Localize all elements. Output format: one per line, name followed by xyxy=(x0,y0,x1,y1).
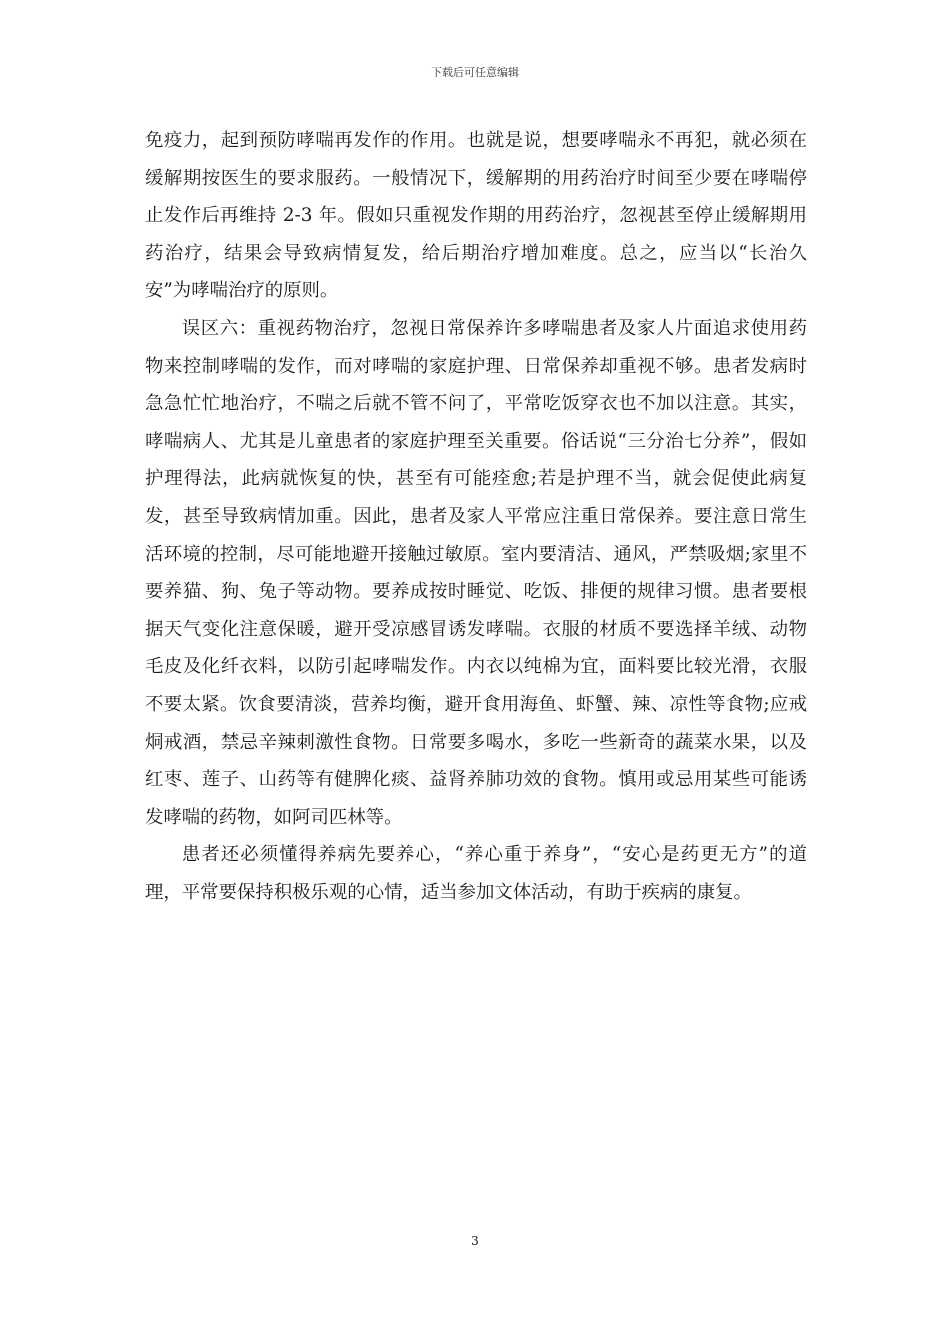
page-header: 下载后可任意编辑 xyxy=(431,66,519,79)
document-body xyxy=(145,122,807,911)
page-number: 3 xyxy=(471,1234,479,1248)
paragraph-mental-health: 患者还必须懂得养病先要养心，“养心重于养身”，“安心是药更无方”的道理，平常要保持积极乐观的心情，适当参加文体活动，有助于疾病的康复。 xyxy=(145,844,807,903)
paragraph-continued: 免疫力，起到预防哮喘再发作的作用。也就是说，想要哮喘永不再犯，就必须在缓解期按医生的要求服药。一般情况下，缓解期的用药治疗时间至少要在哮喘停止发作后再维持 2-3 年。假如只重视发作期的用药治疗，忽视甚至停止缓解期用药治疗，结果会导致病情复发，给后期治疗增加难度。总之，应当以“长治久安”为哮喘治疗的原则。 xyxy=(145,130,807,302)
paragraph-misconception-six: 误区六：重视药物治疗，忽视日常保养许多哮喘患者及家人片面追求使用药物来控制哮喘的发作，而对哮喘的家庭护理、日常保养却重视不够。患者发病时急急忙忙地治疗，不喘之后就不管不问了，平常吃饭穿衣也不加以注意。其实，哮喘病人、尤其是儿童患者的家庭护理至关重要。俗话说“三分治七分养”，假如护理得法，此病就恢复的快，甚至有可能痊愈;若是护理不当，就会促使此病复发，甚至导致病情加重。因此，患者及家人平常应注重日常保养。要注意日常生活环境的控制，尽可能地避开接触过敏原。室内要清洁、通风，严禁吸烟;家里不要养猫、狗、兔子等动物。要养成按时睡觉、吃饭、排便的规律习惯。患者要根据天气变化注意保暖，避开受凉感冒诱发哮喘。衣服的材质不要选择羊绒、动物毛皮及化纤衣料，以防引起哮喘发作。内衣以纯棉为宜，面料要比较光滑，衣服不要太紧。饮食要清淡，营养均衡，避开食用海鱼、虾蟹、辣、凉性等食物;应戒烔戒酒，禁忌辛辣刺激性食物。日常要多喝水，多吃一些新奇的蔬菜水果，以及红枣、莲子、山药等有健脾化痰、益肾养肺功效的食物。慎用或忌用某些可能诱发哮喘的药物，如阿司匹林等。 xyxy=(145,317,807,828)
